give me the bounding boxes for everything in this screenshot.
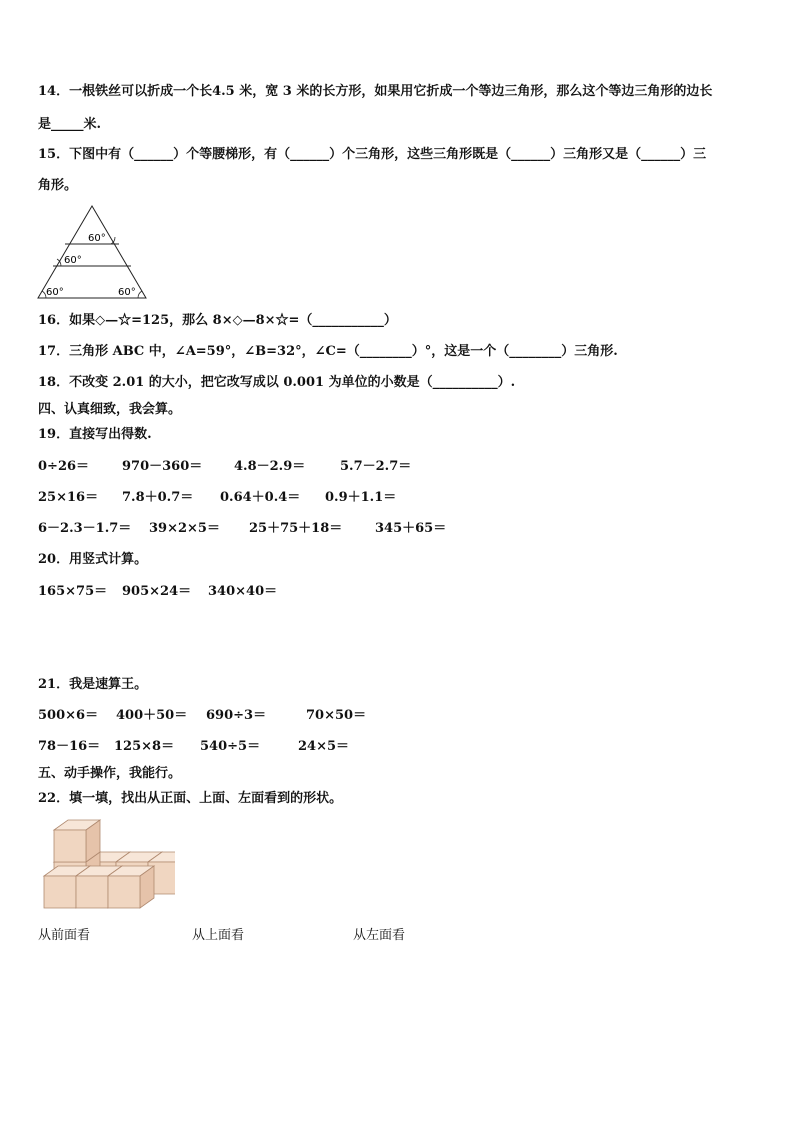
q21-item: 540÷5＝	[200, 739, 261, 754]
cube-front-face	[44, 876, 76, 908]
triangle-figure	[34, 202, 152, 302]
view-label-front: 从前面看	[38, 928, 91, 943]
q19-item: 0÷26＝	[38, 459, 90, 474]
q20-item: 165×75＝	[38, 584, 108, 599]
q17: 17．三角形 ABC 中，∠A=59°，∠B=32°，∠C=（________）°，这是一个（________）三角形.	[38, 344, 618, 359]
view-label-left: 从左面看	[353, 928, 406, 943]
q19-item: 7.8＋0.7＝	[122, 490, 194, 505]
q19-item: 4.8－2.9＝	[234, 459, 306, 474]
q21-row-1	[38, 708, 758, 724]
q19-item: 25×16＝	[38, 490, 99, 505]
q19-item: 39×2×5＝	[149, 521, 220, 536]
q21-title: 21．我是速算王。	[38, 677, 148, 692]
q14-line1: 14．一根铁丝可以折成一个长4.5 米，宽 3 米的长方形，如果用它折成一个等边三角形，那么这个等边三角形的边长	[38, 84, 713, 99]
q16: 16．如果◇—☆=125，那么 8×◇—8×☆=（___________）	[38, 313, 397, 328]
q21-item: 70×50＝	[306, 708, 367, 723]
angle-label-bottom-left: 60°	[46, 287, 64, 298]
q21-item: 690÷3＝	[206, 708, 267, 723]
q19-row-1	[38, 459, 758, 475]
angle-label-bottom-right: 60°	[118, 287, 136, 298]
cube-front-face	[76, 876, 108, 908]
angle-label-middle: 60°	[64, 255, 82, 266]
q15-line1: 15．下图中有（______）个等腰梯形，有（______）个三角形，这些三角形既是（______）三角形又是（______）三	[38, 147, 707, 162]
section4-heading: 四、认真细致，我会算。	[38, 402, 182, 417]
q14-line2: 是_____米.	[38, 117, 102, 132]
q21-item: 78－16＝	[38, 739, 101, 754]
cube-stack-figure	[40, 816, 175, 914]
q19-item: 5.7－2.7＝	[340, 459, 412, 474]
angle-arc-upper	[111, 237, 115, 244]
q19-item: 345＋65＝	[375, 521, 447, 536]
view-label-top: 从上面看	[192, 928, 245, 943]
angle-label-upper: 60°	[88, 233, 106, 244]
angle-arc-bottom-right	[138, 291, 142, 298]
q21-item: 24×5＝	[298, 739, 350, 754]
q21-row-2	[38, 739, 758, 755]
cube-front-face	[54, 830, 86, 862]
section5-heading: 五、动手操作，我能行。	[38, 766, 182, 781]
q21-item: 500×6＝	[38, 708, 99, 723]
cube-front-face	[108, 876, 140, 908]
q19-row-3	[38, 521, 758, 537]
q20-row	[38, 584, 758, 600]
q18: 18．不改变 2.01 的大小，把它改写成以 0.001 为单位的小数是（__________）.	[38, 375, 516, 390]
q19-row-2	[38, 490, 758, 506]
q20-title: 20．用竖式计算。	[38, 552, 148, 567]
q19-title: 19．直接写出得数.	[38, 427, 152, 442]
q19-item: 6－2.3－1.7＝	[38, 521, 132, 536]
q21-item: 400＋50＝	[116, 708, 188, 723]
q19-item: 0.64＋0.4＝	[220, 490, 301, 505]
q22-title: 22．填一填，找出从正面、上面、左面看到的形状。	[38, 791, 343, 806]
q20-item: 905×24＝	[122, 584, 192, 599]
q15-line2: 角形。	[38, 178, 78, 193]
q19-item: 25＋75＋18＝	[249, 521, 343, 536]
q20-item: 340×40＝	[208, 584, 278, 599]
outer-triangle	[38, 206, 146, 298]
q21-item: 125×8＝	[114, 739, 175, 754]
q19-item: 970－360＝	[122, 459, 203, 474]
q19-item: 0.9＋1.1＝	[325, 490, 397, 505]
